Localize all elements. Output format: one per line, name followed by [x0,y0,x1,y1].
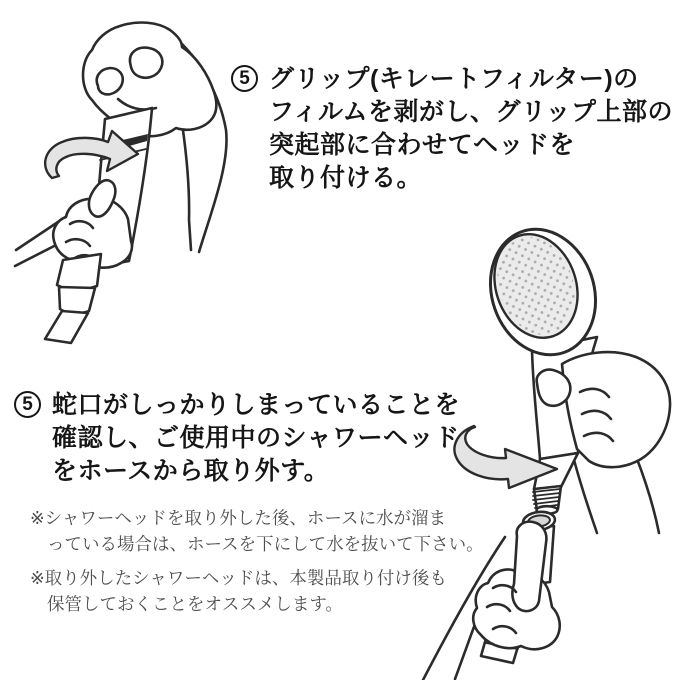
step-text [52,389,460,488]
step-line: 蛇口がしっかりしまっていることを [52,391,461,419]
note-text: シャワーヘッドを取り外した後、ホースに水が溜ま [44,508,446,528]
upper-hand-finger [130,48,162,78]
right-hand [562,352,670,467]
right-hand-thumb [537,370,571,406]
step-line: をホースから取り外す。 [52,457,330,485]
note-marker: ※ [30,568,45,588]
step-line: 突起部に合わせてヘッドを [269,131,576,159]
note-keep-old-head [30,566,447,617]
step-instruction-attach [231,63,673,195]
grip-collar [57,254,101,290]
note-line: 保管しておくことをオススメします。 [47,593,343,614]
step-line: グリップ(キレートフィルター)の [269,65,639,93]
step-line: 確認し、ご使用中のシャワーヘッド [52,424,460,452]
note-line [30,506,484,532]
step-number-badge: 5 [14,391,41,418]
upper-hand-thumb [97,68,123,94]
step-line: フィルムを剥がし、グリップ上部の [269,98,674,126]
note-marker: ※ [30,508,45,528]
hose-stub [45,311,88,343]
step-text [269,63,673,195]
step-line: 取り付ける。 [269,164,423,192]
illustration-detach-head [423,215,670,680]
step-instruction-detach [14,389,460,488]
illustration-attach-grip [15,23,227,343]
step-number-badge: 5 [231,65,258,92]
note-line [30,566,447,592]
note-text: 取り外したシャワーヘッドは、本製品取り付け後も [44,568,447,588]
note-line: っている場合は、ホースを下にして水を抜いて下さい。 [47,533,484,554]
grip-collar [59,287,95,313]
note-drain-water [30,506,484,557]
